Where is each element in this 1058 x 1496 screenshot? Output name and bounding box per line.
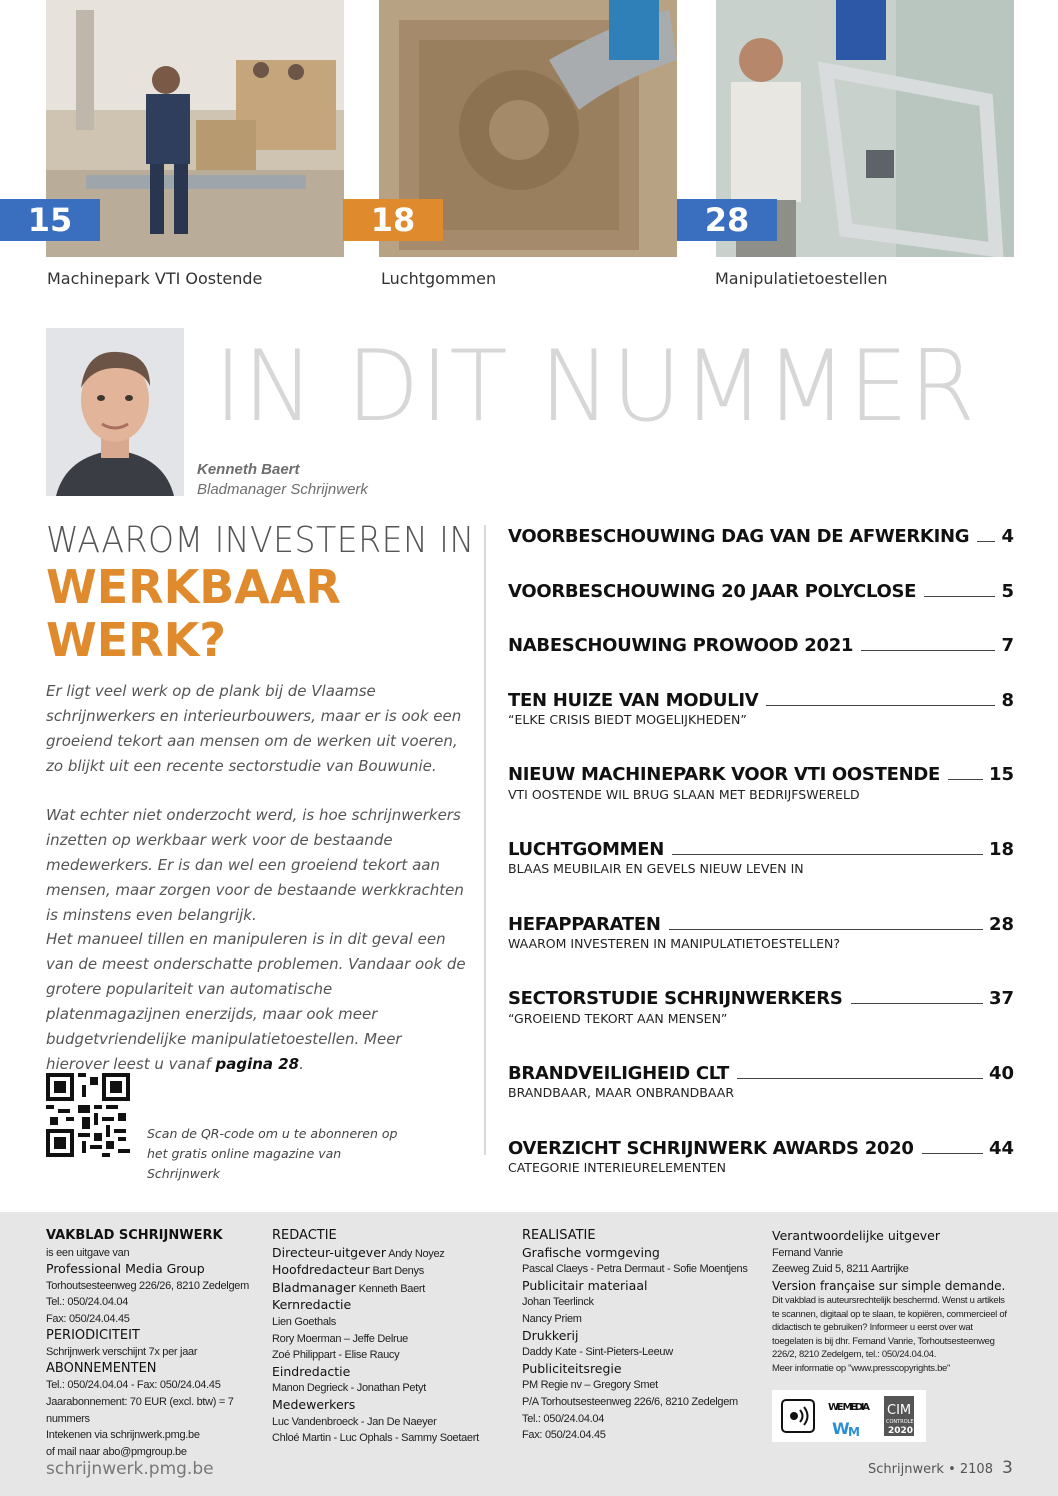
colophon-line: Publicitair materiaal [522,1277,648,1293]
editorial-heading-line3: WERK? [46,613,226,667]
author-role: Bladmanager Schrijnwerk [197,481,368,498]
colophon-line: Grafische vormgeving [522,1244,660,1260]
colophon-line: ABONNEMENTEN [46,1360,157,1376]
editorial-paragraph-3: Het manueel tillen en manipuleren is in dit geval een van de meest onderschatte problemen. Vandaar ook de grotere populariteit van automatische platenmagazijnen enerzijds, maar ook meer budgetvriendelijke manipulatietoestellen. Meer hierover leest u vanaf pagina 28. [46,930,466,1073]
toc-leader [948,779,983,780]
author-name: Kenneth Baert [197,461,300,478]
toc-title: VOORBESCHOUWING 20 JAAR POLYCLOSE [508,581,917,602]
colophon-line: Fax: 050/24.04.45 [46,1312,130,1325]
colophon-line: Jaarabonnement: 70 EUR (excl. btw) = 7 nummers [46,1395,234,1425]
colophon-line: Directeur-uitgever Andy Noyez [272,1244,445,1260]
editorial-paragraph-2: Wat echter niet onderzocht werd, is hoe schrijnwerkers inzetten op werkbaar werk voor de bestaande medewerkers. Er is dan wel een groeiend tekort aan mensen, maar zorgen voor de bestaande werkkrachten is minstens even belangrijk. [46,806,464,924]
author-portrait [46,328,184,496]
toc-leader [924,596,995,597]
svg-text:2020: 2020 [888,1426,914,1436]
colophon-line: REDACTIE [272,1228,337,1243]
colophon-responsible [772,1228,1014,1375]
membership-logos [772,1390,926,1442]
toc-page: 7 [1001,635,1014,656]
toc-title: BRANDVEILIGHEID CLT [508,1063,729,1084]
toc-title: TEN HUIZE VAN MODULIV [508,690,759,711]
toc-item-1[interactable] [508,523,1014,547]
toc-leader [851,1003,983,1004]
colophon-line: P/A Torhoutsesteenweg 226/6, 8210 Zedelgem [522,1395,738,1408]
svg-text:CONTROLE: CONTROLE [886,1419,914,1425]
toc-page: 15 [988,764,1014,785]
toc-item-3[interactable] [508,632,1014,656]
feature-caption-2: Luchtgommen [381,269,497,288]
we-media-logo [828,1402,870,1439]
toc-subtitle: CATEGORIE INTERIEURELEMENTEN [508,1160,726,1175]
colophon-line: Publiciteitsregie [522,1360,622,1376]
toc-leader [766,705,995,706]
colophon-line: is een uitgave van [46,1246,130,1259]
toc-leader [977,541,995,542]
toc-title: LUCHTGOMMEN [508,839,664,860]
colophon-line: Luc Vandenbroeck - Jan De Naeyer [272,1415,437,1428]
toc-page: 28 [988,914,1014,935]
colophon-line: REALISATIE [522,1228,596,1243]
colophon-line: Schrijnwerk verschijnt 7x per jaar [46,1346,198,1359]
toc-item-2[interactable] [508,578,1014,602]
colophon-line: Meer informatie op "www.presscopyrights.be" [772,1362,951,1374]
colophon-line: Zoé Philippart - Elise Raucy [272,1349,400,1362]
toc-subtitle: VTI OOSTENDE WIL BRUG SLAAN MET BEDRIJFSWERELD [508,787,860,802]
toc-leader [861,650,995,651]
cim-logo [884,1396,914,1436]
feature-badge-1: 15 [0,199,100,241]
colophon-production [522,1228,762,1444]
toc-subtitle: WAAROM INVESTEREN IN MANIPULATIETOESTELLEN? [508,936,841,951]
svg-text:W: W [832,1419,850,1438]
toc-subtitle: “ELKE CRISIS BIEDT MOGELIJKHEDEN” [508,712,747,727]
colophon-line: Manon Degrieck - Jonathan Petyt [272,1382,426,1395]
feature-caption-1: Machinepark VTI Oostende [47,269,263,288]
column-divider [484,525,486,1155]
toc-item-9[interactable] [508,1060,1014,1084]
feature-badge-2: 18 [343,199,443,241]
colophon-line: Johan Teerlinck [522,1296,594,1309]
toc-item-4[interactable] [508,687,1014,711]
toc-page: 8 [1001,690,1014,711]
colophon-line: PERIODICITEIT [46,1327,140,1343]
editorial-heading-line2: WERKBAAR [46,560,341,614]
toc-title: NABESCHOUWING PROWOOD 2021 [508,635,854,656]
editorial-heading-line1: WAAROM INVESTEREN IN [46,520,475,561]
colophon-line: Daddy Kate - Sint-Pieters-Leeuw [522,1346,673,1359]
toc-title: NIEUW MACHINEPARK VOOR VTI OOSTENDE [508,764,940,785]
colophon-line: Fernand Vanrie [772,1246,843,1259]
colophon-line: Nancy Priem [522,1312,582,1325]
colophon-line: VAKBLAD SCHRIJNWERK [46,1228,223,1243]
editorial-paragraph-1: Er ligt veel werk op de plank bij de Vlaamse schrijnwerkers en interieurbouwers, maar er is ook een groeiend tekort aan mensen om de werken uit voeren, zo blijkt uit een recente sectorstudie van Bouwunie. [46,682,462,775]
toc-leader [737,1078,983,1079]
toc-page: 18 [988,839,1014,860]
colophon-line: Tel.: 050/24.04.04 - Fax: 050/24.04.45 [46,1379,221,1392]
colophon-line: Version française sur simple demande. [772,1278,1006,1293]
svg-text:WE MEDIA: WE MEDIA [828,1402,870,1413]
toc-subtitle: BRANDBAAR, MAAR ONBRANDBAAR [508,1085,735,1100]
svg-text:CIM: CIM [887,1403,912,1418]
toc-item-7[interactable] [508,911,1014,935]
colophon-copyright: Dit vakblad is auteursrechtelijk beschermd. Wenst u artikels te scannen, digitaal op te slaan, te kopiëren, commercieel of didactisch te gebruiken? Informeer u eerst over wat toegelaten is bij dhr. Fernand Vanrie, Torhoutsesteenweg 226/2, 8210 Zedelgem, tel.: 050/24.04.04. [772,1295,1007,1361]
colophon-line: Fax: 050/24.04.45 [522,1429,606,1442]
toc-title: VOORBESCHOUWING DAG VAN DE AFWERKING [508,526,970,547]
qr-caption: Scan de QR-code om u te abonneren op het gratis online magazine van Schrijnwerk [147,1126,398,1181]
toc-leader [669,929,983,930]
colophon-line: Kernredactie [272,1297,352,1313]
colophon-line: Medewerkers [272,1396,356,1412]
colophon-line: Lien Goethals [272,1315,336,1328]
colophon-line: Drukkerij [522,1327,579,1343]
toc-title: HEFAPPARATEN [508,914,661,935]
toc-item-10[interactable] [508,1135,1014,1159]
toc-page: 44 [988,1138,1014,1159]
feature-caption-3: Manipulatietoestellen [715,269,888,288]
colophon-line: Verantwoordelijke uitgever [772,1228,940,1243]
colophon-editorial [272,1228,502,1447]
colophon-line: Pascal Claeys - Petra Dermaut - Sofie Moentjens [522,1263,748,1276]
page-title: IN DIT NUMMER [214,330,977,444]
colophon-line: PM Regie nv – Gregory Smet [522,1379,658,1392]
toc-leader [672,854,983,855]
press-copyright-logo [782,1400,814,1432]
colophon-line: Professional Media Group [46,1261,205,1277]
colophon-line: Hoofdredacteur Bart Denys [272,1262,424,1278]
svg-text:M: M [848,1425,860,1439]
colophon-line: Chloé Martin - Luc Ophals - Sammy Soetaert [272,1432,479,1445]
toc-page: 4 [1001,526,1014,547]
colophon-line: Tel.: 050/24.04.04 [522,1412,605,1425]
colophon-line: Zeeweg Zuid 5, 8211 Aartrijke [772,1263,909,1276]
toc-subtitle: “GROEIEND TEKORT AAN MENSEN” [508,1011,728,1026]
website-link[interactable]: schrijnwerk.pmg.be [46,1459,214,1479]
toc-title: OVERZICHT SCHRIJNWERK AWARDS 2020 [508,1138,914,1159]
colophon-line: Rory Moerman – Jeffe Delrue [272,1332,408,1345]
colophon-line: Intekenen via schrijnwerk.pmg.be [46,1429,200,1442]
toc-page: 40 [988,1063,1014,1084]
toc-item-6[interactable] [508,836,1014,860]
page-reference-link[interactable]: pagina 28 [215,1055,300,1073]
colophon-line: Torhoutsesteenweg 226/26, 8210 Zedelgem [46,1279,249,1292]
toc-subtitle: BLAAS MEUBILAIR EN GEVELS NIEUW LEVEN IN [508,861,804,876]
toc-item-5[interactable] [508,761,1014,785]
issue-label: Schrijnwerk • 2108 [868,1462,993,1477]
toc-title: SECTORSTUDIE SCHRIJNWERKERS [508,988,843,1009]
toc-item-8[interactable] [508,985,1014,1009]
colophon-publisher [46,1228,261,1460]
subscribe-qr-code[interactable] [46,1073,130,1157]
page-number: 3 [1002,1458,1013,1478]
colophon-line: Eindredactie [272,1363,351,1379]
toc-page: 37 [988,988,1014,1009]
colophon-line: Tel.: 050/24.04.04 [46,1296,129,1309]
feature-badge-3: 28 [677,199,777,241]
toc-leader [922,1153,983,1154]
colophon-line: Bladmanager Kenneth Baert [272,1279,426,1295]
colophon-line: of mail naar abo@pmgroup.be [46,1445,187,1458]
toc-page: 5 [1001,581,1014,602]
